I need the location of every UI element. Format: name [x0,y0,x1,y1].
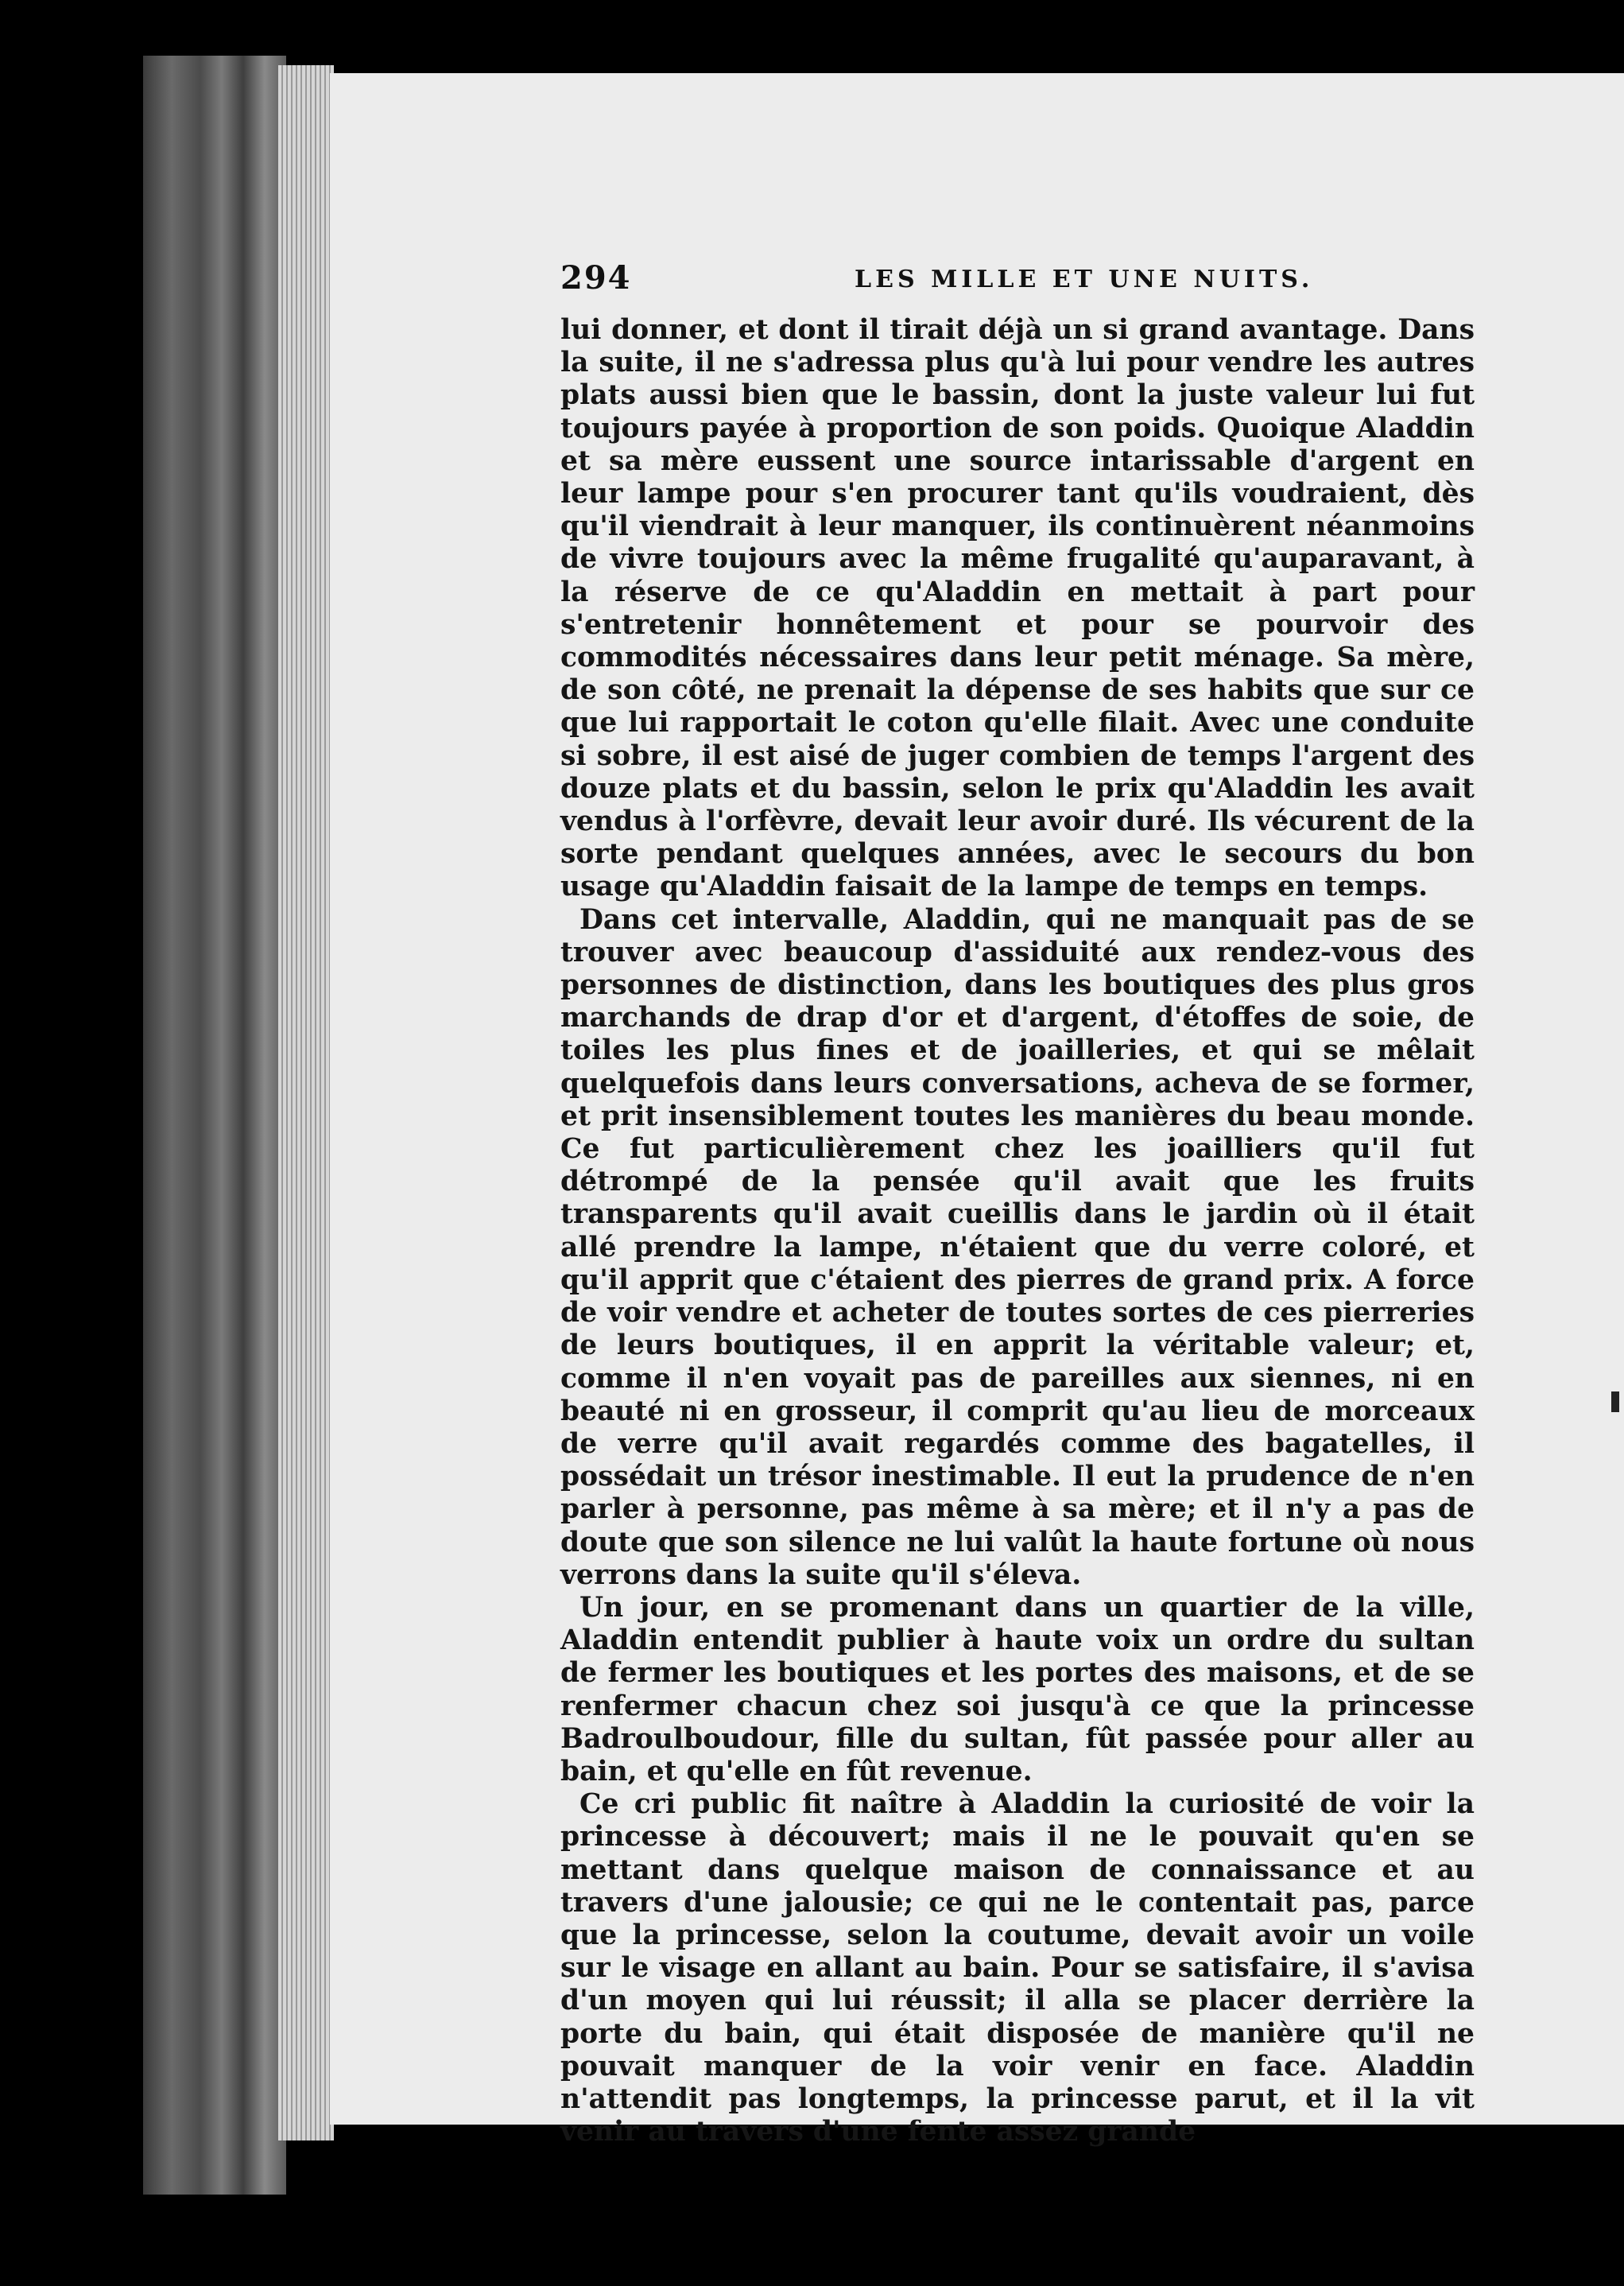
scan-artifact [1611,1391,1619,1412]
paragraph: Ce cri public fit naître à Aladdin la curiosité de voir la princesse à découvert; mais il ne le pouvait qu'en se mettant dans quelque maison de connaissance et au travers d'une jalousie; ce qui ne le contentait pas, parce que la princesse, selon la coutume, devait avoir un voile sur le visage en allant au bain. Pour se satisfaire, il s'avisa d'un moyen qui lui réussit; il alla se placer derrière la porte du bain, qui était disposée de manière qu'il ne pouvait manquer de la voir venir en face. Aladdin n'attendit pas longtemps, la princesse parut, et il la vit venir au travers d'une fente assez grande [560,1788,1475,2148]
page-number: 294 [560,259,632,297]
paragraph: Dans cet intervalle, Aladdin, qui ne manquait pas de se trouver avec beaucoup d'assiduité aux rendez-vous des personnes de distinction, dans les boutiques des plus gros marchands de drap d'or et d'argent, d'étoffes de soie, de toiles les plus fines et de joailleries, et qui se mêlait quelquefois dans leurs conversations, acheva de se former, et prit insensiblement toutes les manières du beau monde. Ce fut particulièrement chez les joailliers qu'il fut détrompé de la pensée qu'il avait que les fruits transparents qu'il avait cueillis dans le jardin où il était allé prendre la lampe, n'étaient que du verre coloré, et qu'il apprit que c'étaient des pierres de grand prix. A force de voir vendre et acheter de toutes sortes de ces pierreries de leurs boutiques, il en apprit la véritable valeur; et, comme il n'en voyait pas de pareilles aux siennes, ni en beauté ni en grosseur, il comprit qu'au lieu de morceaux de verre qu'il avait regardés comme des bagatelles, il possédait un trésor inestimable. Il eut la prudence de n'en parler à personne, pas même à sa mère; et il n'y a pas de doute que son silence ne lui valût la haute fortune où nous verrons dans la suite qu'il s'éleva. [560,903,1475,1591]
book-spine [143,56,286,2195]
paragraph: lui donner, et dont il tirait déjà un si grand avantage. Dans la suite, il ne s'adressa plus qu'à lui pour vendre les autres plats aussi bien que le bassin, dont la juste valeur lui fut toujours payée à proportion de son poids. Quoique Aladdin et sa mère eussent une source intarissable d'argent en leur lampe pour s'en procurer tant qu'ils voudraient, dès qu'il viendrait à leur manquer, ils continuèrent néanmoins de vivre toujours avec la même frugalité qu'auparavant, à la réserve de ce qu'Aladdin en mettait à part pour s'entretenir honnêtement et pour se pourvoir des commodités nécessaires dans leur petit ménage. Sa mère, de son côté, ne prenait la dépense de ses habits que sur ce que lui rapportait le coton qu'elle filait. Avec une conduite si sobre, il est aisé de juger combien de temps l'argent des douze plats et du bassin, selon le prix qu'Aladdin les avait vendus à l'orfèvre, devait leur avoir duré. Ils vécurent de la sorte pendant quelques années, avec le secours du bon usage qu'Aladdin faisait de la lampe de temps en temps. [560,314,1475,903]
running-title: LES MILLE ET UNE NUITS. [855,266,1314,293]
paragraph: Un jour, en se promenant dans un quartier de la ville, Aladdin entendit publier à haute voix un ordre du sultan de fermer les boutiques et les portes des maisons, et de se renfermer chacun chez soi jusqu'à ce que la princesse Badroulboudour, fille du sultan, fût passée pour aller au bain, et qu'elle en fût revenue. [560,1591,1475,1787]
page-header [560,254,1467,302]
body-text [560,314,1475,2148]
page-edges [278,65,334,2140]
